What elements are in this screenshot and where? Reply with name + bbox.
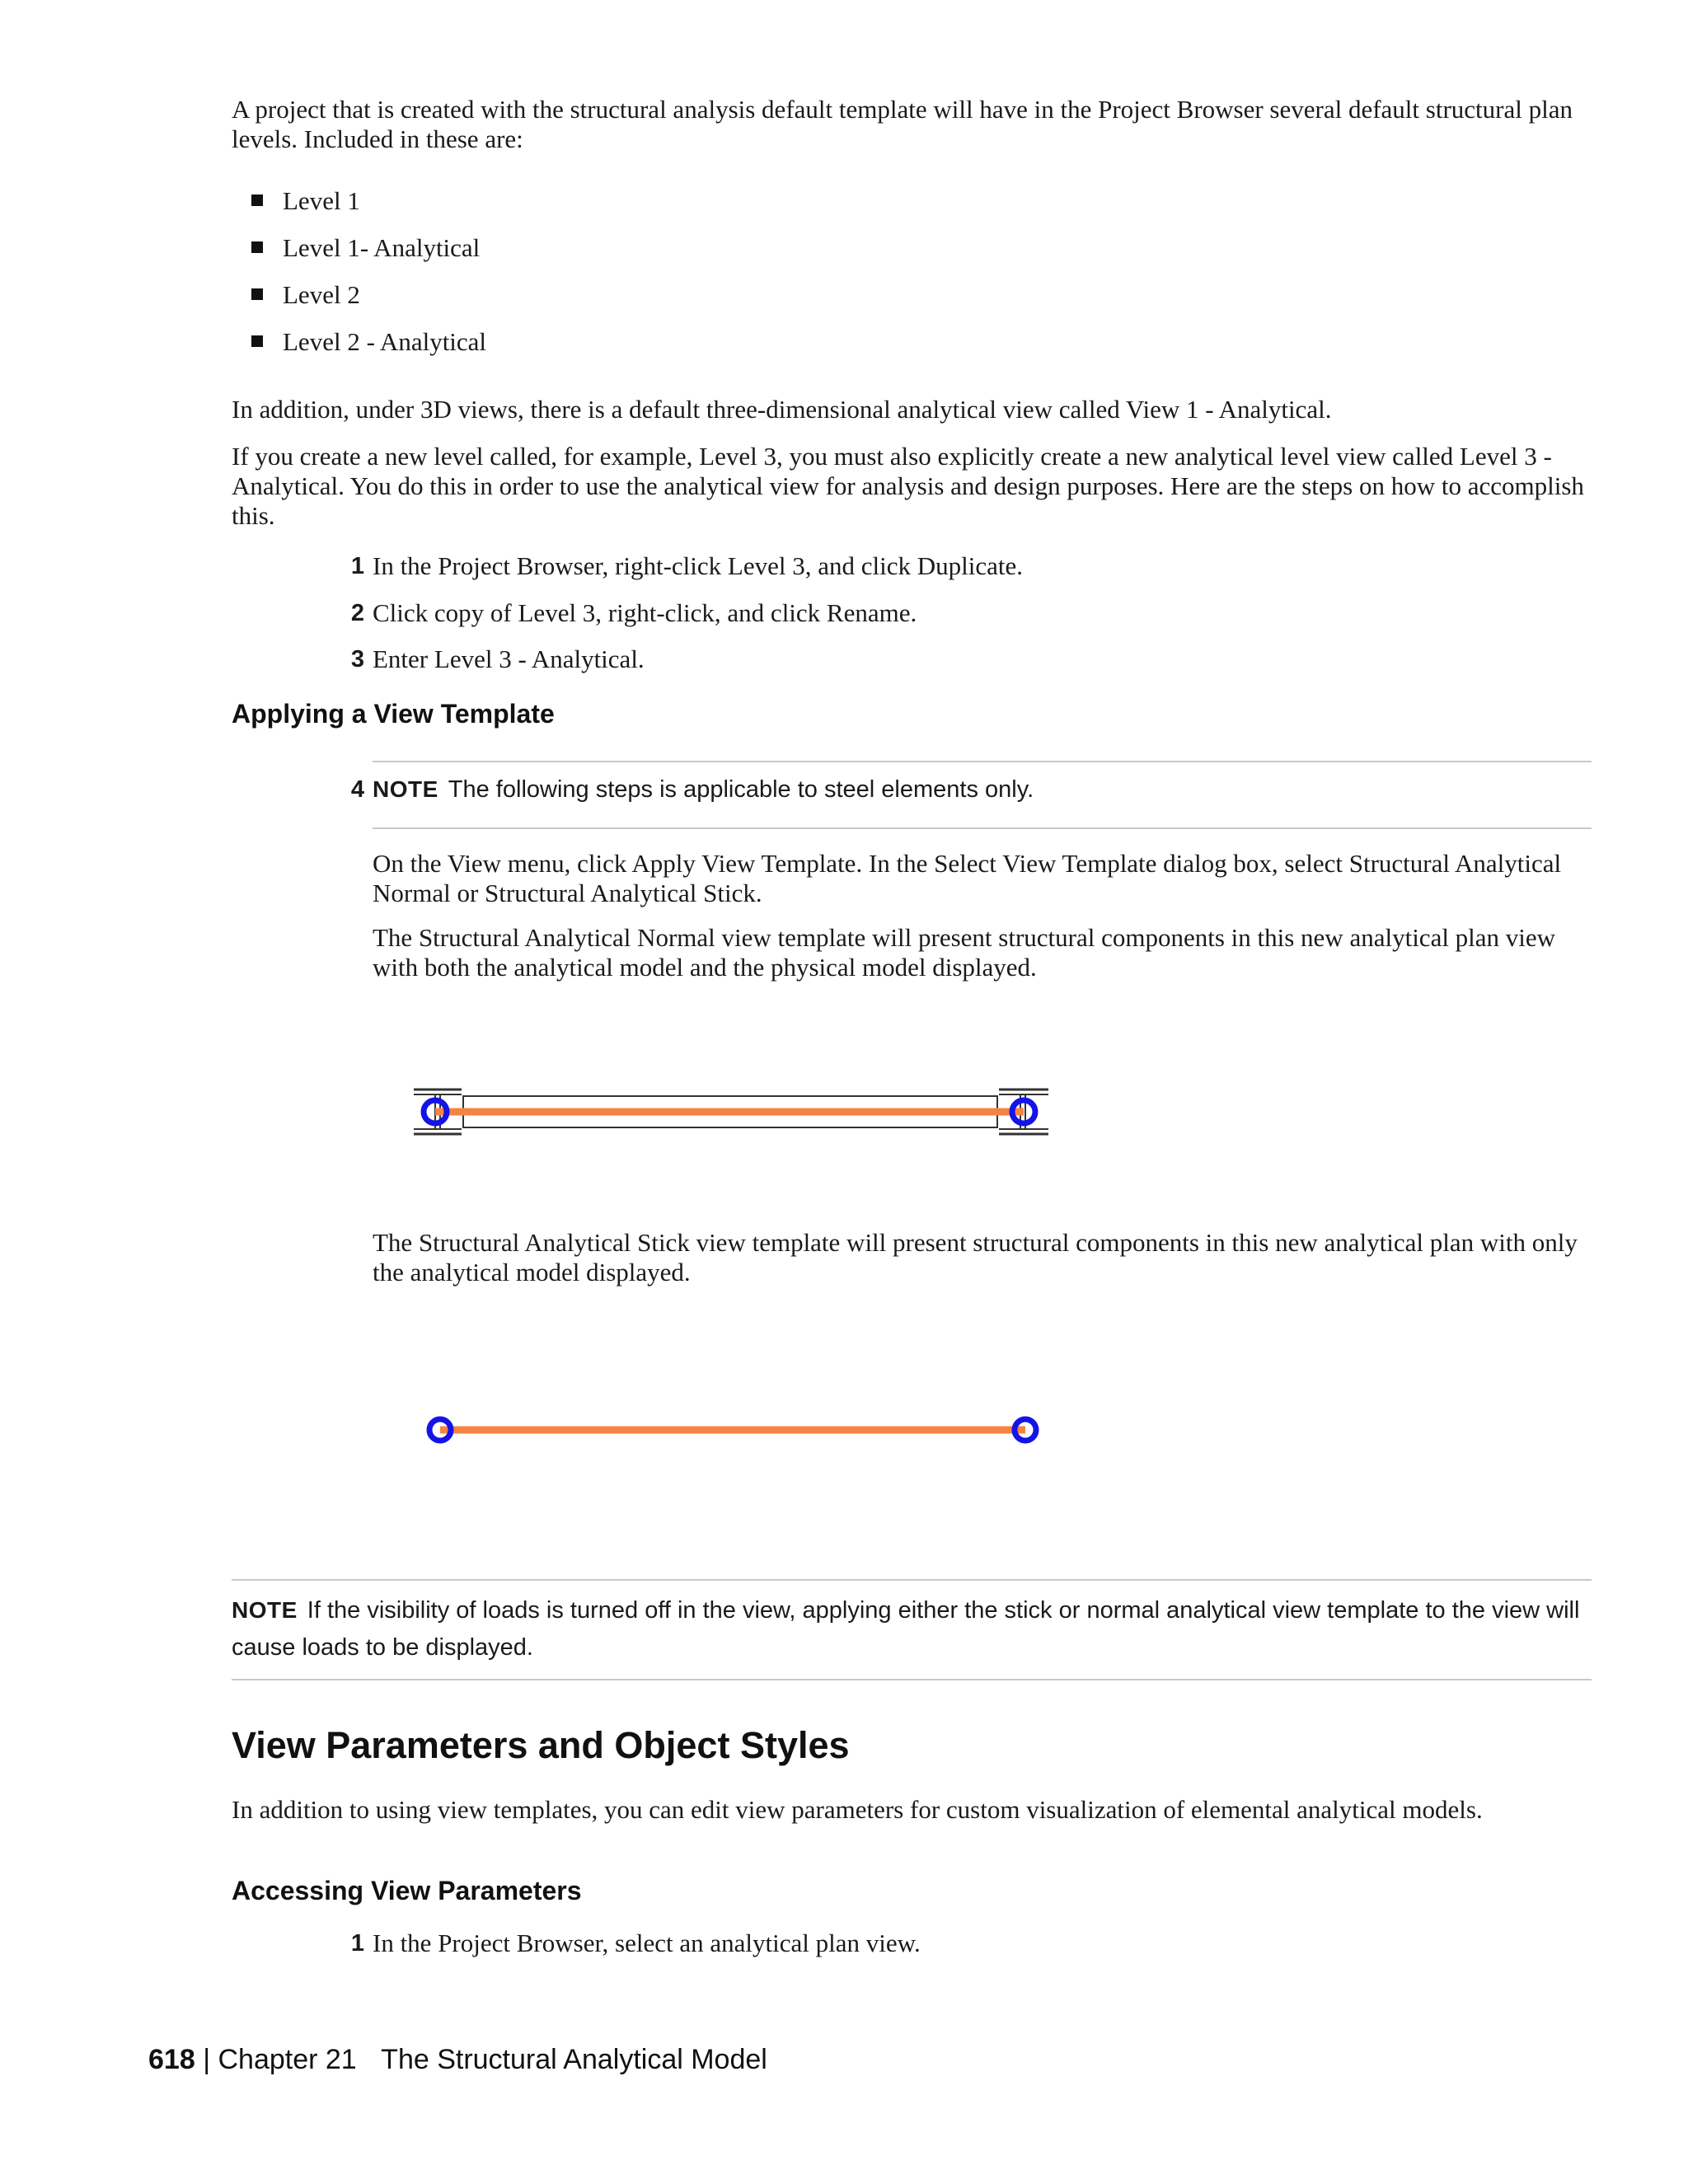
list-item-label: Level 1- Analytical — [283, 233, 481, 262]
list-item — [251, 280, 360, 310]
footer-chapter: Chapter 21 — [218, 2044, 357, 2075]
step-number: 4 — [350, 776, 364, 803]
page-footer — [148, 2044, 767, 2076]
note-label: NOTE — [232, 1597, 298, 1623]
step-4-note — [0, 776, 1688, 809]
step-text: Enter Level 3 - Analytical. — [373, 644, 645, 673]
section-heading-accessing-view-parameters: Accessing View Parameters — [232, 1876, 582, 1905]
section-heading-applying-view-template: Applying a View Template — [232, 699, 555, 729]
visibility-note — [232, 1594, 1592, 1668]
paragraph-normal-template: The Structural Analytical Normal view template will present structural components in this new analytical plan view with both the analytical model and the physical model displayed. — [373, 923, 1556, 982]
paragraph-apply-template: On the View menu, click Apply View Template. In the Select View Template dialog box, select Structural Analytical Normal or Structural Analytical Stick. — [373, 849, 1562, 907]
paragraph-3d-views: In addition, under 3D views, there is a default three-dimensional analytical view called View 1 - Analytical. — [232, 395, 1332, 424]
list-item — [251, 233, 480, 263]
note-rule-top — [373, 761, 1592, 762]
note-rule-bottom — [232, 1679, 1592, 1680]
list-item — [251, 327, 486, 357]
list-item — [251, 186, 360, 216]
list-item-label: Level 2 — [283, 280, 360, 309]
footer-separator: | — [203, 2044, 211, 2075]
section-heading-view-parameters: View Parameters and Object Styles — [232, 1724, 850, 1766]
note-line — [373, 776, 1034, 804]
note-text: The following steps is applicable to steel elements only. — [448, 776, 1034, 803]
bullet-square-icon — [251, 335, 263, 347]
note-rule-bottom — [373, 827, 1592, 829]
note-text: If the visibility of loads is turned off in the view, applying either the stick or normal analytical view template to the view will cause loads to be displayed. — [232, 1597, 1580, 1661]
step-number: 1 — [350, 553, 364, 579]
figure-analytical-stick — [412, 1409, 1055, 1451]
figure-analytical-normal — [404, 1080, 1063, 1146]
page-number: 618 — [148, 2044, 195, 2075]
step-number: 1 — [350, 1930, 364, 1957]
bullet-square-icon — [251, 288, 263, 300]
bullet-square-icon — [251, 241, 263, 253]
list-item-label: Level 2 - Analytical — [283, 327, 487, 356]
intro-paragraph: A project that is created with the structural analysis default template will have in the Project Browser several default structural plan levels. Included in these are: — [232, 95, 1573, 153]
step-number: 2 — [350, 600, 364, 626]
step-number: 3 — [350, 646, 364, 673]
paragraph-view-parameters: In addition to using view templates, you can edit view parameters for custom visualization of elemental analytical models. — [232, 1795, 1483, 1824]
paragraph-stick-template: The Structural Analytical Stick view template will present structural components in this new analytical plan with only the analytical model displayed. — [373, 1228, 1578, 1286]
step-text: In the Project Browser, right-click Level 3, and click Duplicate. — [373, 551, 1023, 580]
list-item-label: Level 1 — [283, 186, 360, 215]
paragraph-level3: If you create a new level called, for example, Level 3, you must also explicitly create a new analytical level view called Level 3 - Analytical. You do this in order to use the analytical view for analysis and design purposes. Here are the steps on how to accomplish this. — [232, 442, 1584, 530]
note-rule-top — [232, 1579, 1592, 1581]
bullet-square-icon — [251, 194, 263, 206]
footer-chapter-title: The Structural Analytical Model — [381, 2044, 767, 2075]
step-text: In the Project Browser, select an analytical plan view. — [373, 1929, 921, 1957]
note-label: NOTE — [373, 776, 438, 802]
step-text: Click copy of Level 3, right-click, and click Rename. — [373, 598, 917, 627]
